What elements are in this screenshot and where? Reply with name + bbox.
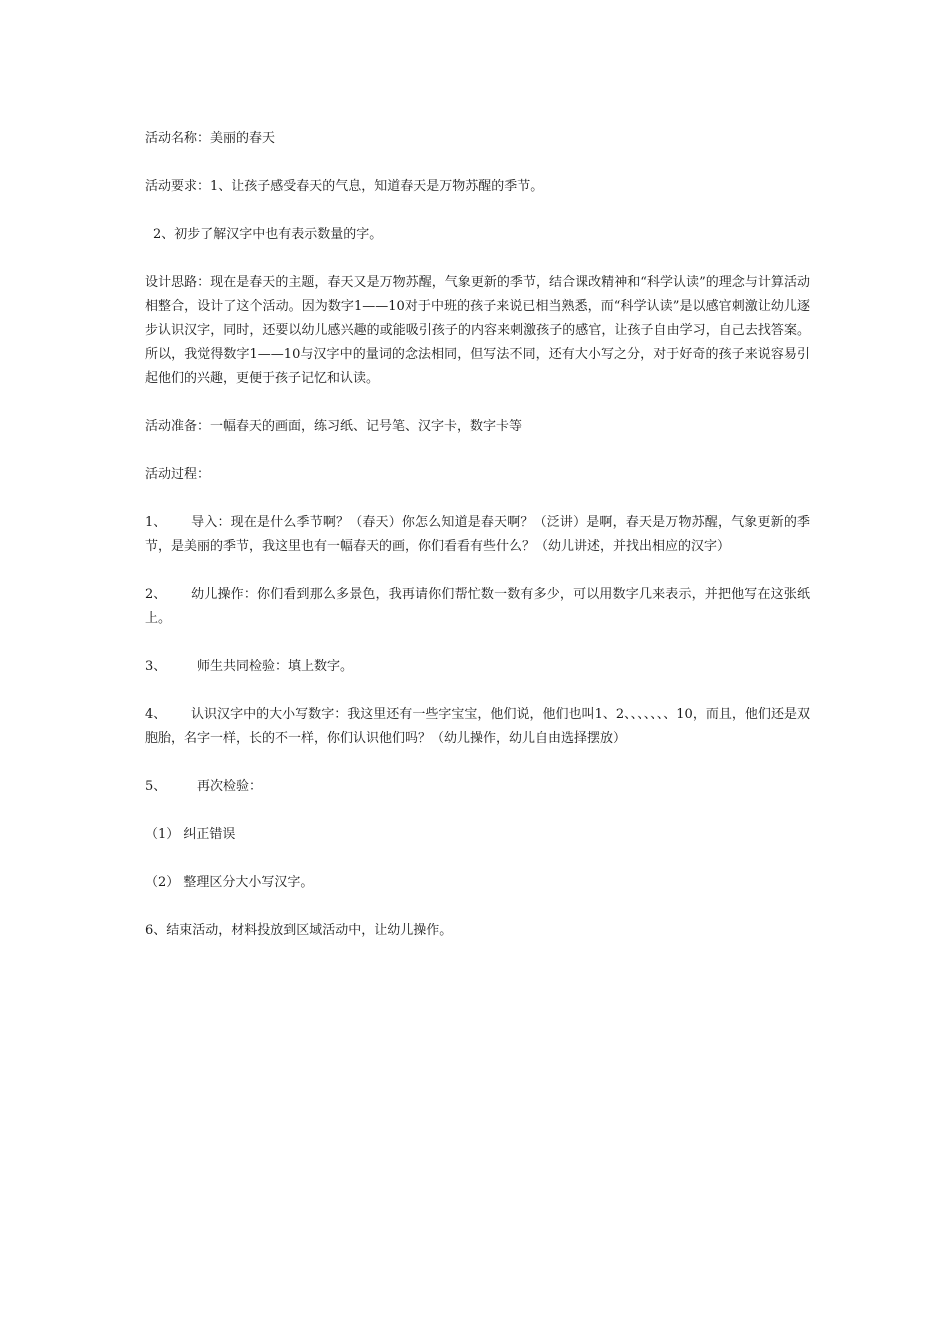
sub-item-text: 纠正错误 xyxy=(183,827,236,842)
step-text: 导入：现在是什么季节啊？（春天）你怎么知道是春天啊？（泛讲）是啊，春天是万物苏醒，气象更新的季节，是美丽的季节，我这里也有一幅春天的画，你们看看有些什么？（幼儿讲述，并找出相应的汉字） xyxy=(145,515,810,554)
step-text: 再次检验： xyxy=(197,779,263,794)
sub-item-text: 整理区分大小写汉字。 xyxy=(183,875,314,890)
process-step-1 xyxy=(145,511,810,559)
sub-item-number: （2） xyxy=(145,875,180,890)
document-page xyxy=(145,127,810,967)
step-text: 幼儿操作：你们看到那么多景色，我再请你们帮忙数一数有多少，可以用数字几来表示，并把他写在这张纸上。 xyxy=(145,587,810,626)
process-step-5 xyxy=(145,775,810,799)
process-heading: 活动过程： xyxy=(145,467,211,482)
activity-conclusion: 6、结束活动，材料投放到区域活动中，让幼儿操作。 xyxy=(145,923,453,938)
activity-preparation: 活动准备：一幅春天的画面，练习纸、记号笔、汉字卡，数字卡等 xyxy=(145,419,523,434)
activity-requirement-2: 2、初步了解汉字中也有表示数量的字。 xyxy=(153,227,383,242)
step-number: 1、 xyxy=(145,515,167,530)
sub-item-1 xyxy=(145,823,810,847)
step-number: 5、 xyxy=(145,779,167,794)
process-step-2 xyxy=(145,583,810,631)
sub-item-2 xyxy=(145,871,810,895)
activity-requirement-1: 活动要求：1、让孩子感受春天的气息，知道春天是万物苏醒的季节。 xyxy=(145,179,544,194)
step-number: 4、 xyxy=(145,707,167,722)
process-step-4 xyxy=(145,703,810,751)
process-step-3 xyxy=(145,655,810,679)
step-text: 认识汉字中的大小写数字：我这里还有一些字宝宝，他们说，他们也叫1、2、、、、、、、10，而且，他们还是双胞胎，名字一样，长的不一样，你们认识他们吗？（幼儿操作，幼儿自由选择摆放） xyxy=(145,707,810,746)
sub-item-number: （1） xyxy=(145,827,180,842)
step-number: 2、 xyxy=(145,587,167,602)
step-text: 师生共同检验：填上数字。 xyxy=(197,659,354,674)
activity-name: 活动名称：美丽的春天 xyxy=(145,131,276,146)
step-number: 3、 xyxy=(145,659,167,674)
design-idea: 设计思路：现在是春天的主题，春天又是万物苏醒，气象更新的季节，结合课改精神和“科学认读”的理念与计算活动相整合，设计了这个活动。因为数字1——10对于中班的孩子来说已相当熟悉，而“科学认读”是以感官刺激让幼儿逐步认识汉字，同时，还要以幼儿感兴趣的或能吸引孩子的内容来刺激孩子的感官，让孩子自由学习，自己去找答案。所以，我觉得数字1——10与汉字中的量词的念法相同，但写法不同，还有大小写之分，对于好奇的孩子来说容易引起他们的兴趣，更便于孩子记忆和认读。 xyxy=(145,275,810,386)
